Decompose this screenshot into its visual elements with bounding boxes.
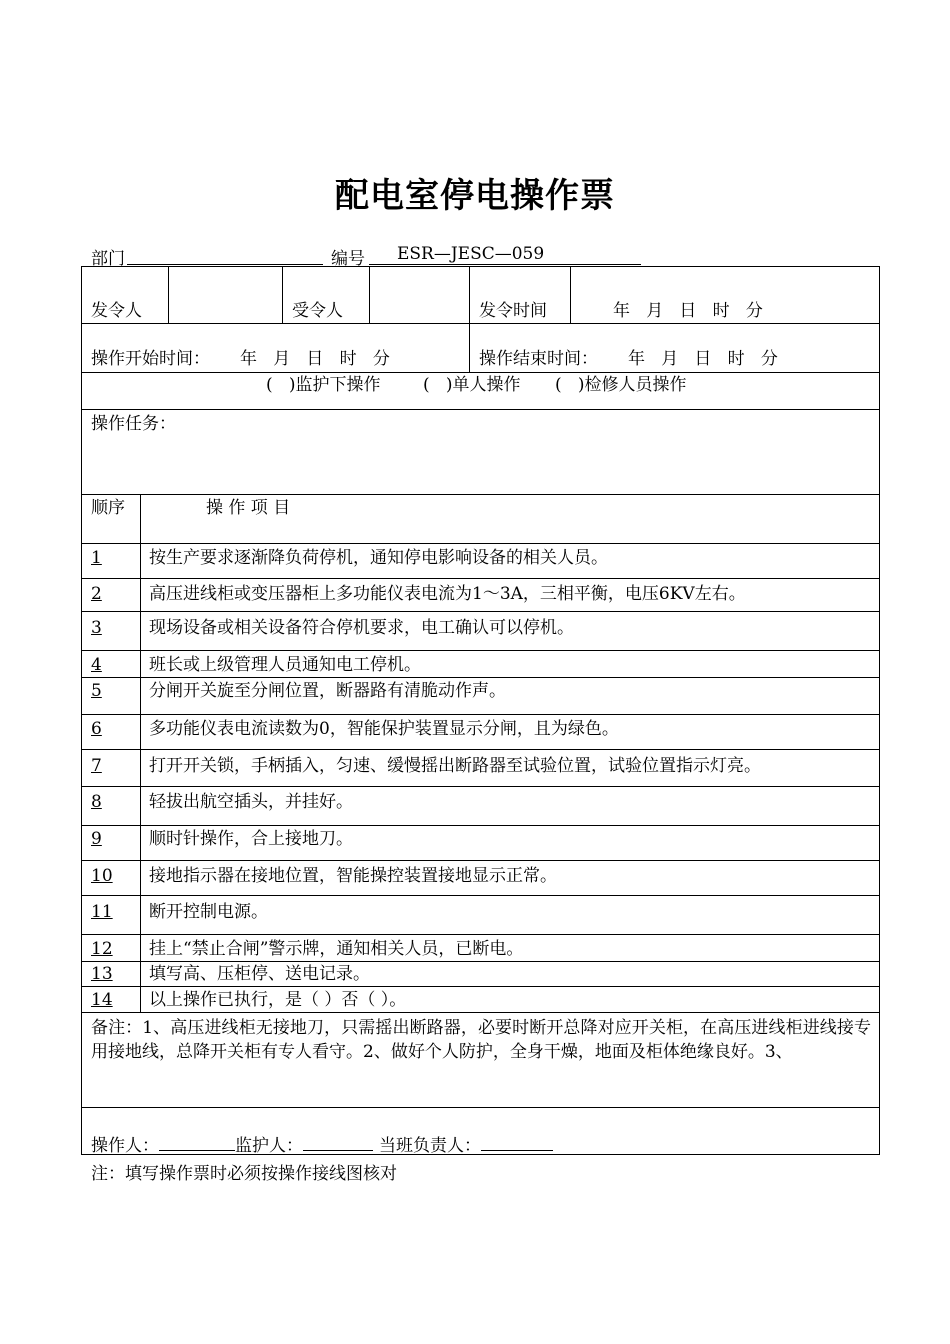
- step-text: 打开开关锁，手柄插入，匀速、缓慢摇出断路器至试验位置，试验位置指示灯亮。: [149, 756, 761, 776]
- row-divider: [81, 786, 880, 787]
- step-number: 3: [91, 618, 102, 638]
- step-number: 12: [91, 939, 113, 959]
- operator-field[interactable]: [159, 1134, 235, 1151]
- issue-time-units: 年 月 日 时 分: [613, 301, 763, 321]
- step-number: 7: [91, 756, 102, 776]
- row-divider: [81, 677, 880, 678]
- row-divider: [81, 372, 880, 373]
- item-header: 操 作 项 目: [206, 498, 291, 518]
- step-number: 14: [91, 990, 113, 1010]
- start-time-units: 年 月 日 时 分: [240, 349, 390, 369]
- number-label: 编号: [331, 249, 365, 269]
- row-divider: [81, 650, 880, 651]
- dept-field[interactable]: [127, 264, 323, 265]
- page-title: 配电室停电操作票: [335, 176, 615, 216]
- col-divider: [570, 266, 571, 323]
- step-text: 挂上“禁止合闸”警示牌，通知相关人员，已断电。: [149, 939, 524, 959]
- number-field: [369, 264, 641, 265]
- supervisor-label: 监护人：: [235, 1136, 303, 1156]
- step-text: 多功能仪表电流读数为0，智能保护装置显示分闸，且为绿色。: [149, 719, 619, 739]
- step-number: 4: [91, 655, 102, 675]
- row-divider: [81, 409, 880, 410]
- end-time-label: 操作结束时间：: [479, 349, 598, 369]
- shift-leader-field[interactable]: [481, 1134, 553, 1151]
- step-text: 轻拔出航空插头，并挂好。: [149, 792, 353, 812]
- supervisor-field[interactable]: [303, 1134, 373, 1151]
- receiver-label: 受令人: [292, 301, 343, 321]
- dept-label: 部门: [91, 249, 125, 269]
- row-divider: [81, 611, 880, 612]
- row-divider: [81, 1012, 880, 1013]
- step-number: 9: [91, 829, 102, 849]
- mode-supervised[interactable]: ( )监护下操作: [266, 375, 381, 395]
- step-text: 现场设备或相关设备符合停机要求，电工确认可以停机。: [149, 618, 574, 638]
- step-number: 6: [91, 719, 102, 739]
- step-number: 2: [91, 584, 102, 604]
- step-number: 10: [91, 866, 113, 886]
- step-text: 以上操作已执行，是（ ）否（ ）。: [149, 990, 407, 1010]
- step-text: 接地指示器在接地位置，智能操控装置接地显示正常。: [149, 866, 557, 886]
- step-number: 5: [91, 681, 102, 701]
- col-divider: [168, 266, 169, 323]
- row-divider: [81, 860, 880, 861]
- header-line: [91, 244, 881, 268]
- end-time-units: 年 月 日 时 分: [628, 349, 778, 369]
- step-number: 13: [91, 964, 113, 984]
- col-divider: [282, 266, 283, 323]
- step-text: 高压进线柜或变压器柜上多功能仪表电流为1～3A，三相平衡，电压6KV左右。: [149, 584, 746, 604]
- step-number: 11: [91, 902, 113, 922]
- row-divider: [81, 961, 880, 962]
- step-text: 班长或上级管理人员通知电工停机。: [149, 655, 421, 675]
- step-text: 顺时针操作，合上接地刀。: [149, 829, 353, 849]
- step-text: 填写高、压柜停、送电记录。: [149, 964, 370, 984]
- row-divider: [81, 825, 880, 826]
- task-label: 操作任务：: [91, 414, 176, 434]
- step-number: 1: [91, 548, 102, 568]
- col-divider: [140, 494, 141, 1012]
- step-number: 8: [91, 792, 102, 812]
- row-divider: [81, 895, 880, 896]
- row-divider: [81, 934, 880, 935]
- footnote: 注：填写操作票时必须按操作接线图核对: [91, 1164, 397, 1184]
- row-divider: [81, 578, 880, 579]
- operator-label: 操作人：: [91, 1136, 159, 1156]
- col-divider: [369, 266, 370, 323]
- row-divider: [81, 494, 880, 495]
- row-divider: [81, 1107, 880, 1108]
- step-text: 分闸开关旋至分闸位置，断器路有清脆动作声。: [149, 681, 506, 701]
- row-divider: [81, 714, 880, 715]
- shift-leader-label: 当班负责人：: [379, 1136, 481, 1156]
- remarks: 备注：1、高压进线柜无接地刀，只需摇出断路器，必要时断开总降对应开关柜，在高压进线柜进线接专用接地线，总降开关柜有专人看守。2、做好个人防护，全身干燥，地面及柜体绝缘良好。3、: [91, 1018, 871, 1062]
- number-value: ESR—JESC—059: [397, 244, 545, 264]
- row-divider: [81, 543, 880, 544]
- issuer-label: 发令人: [91, 301, 142, 321]
- row-divider: [81, 749, 880, 750]
- row-divider: [81, 986, 880, 987]
- order-header: 顺序: [91, 498, 125, 518]
- signature-row: [91, 1134, 553, 1156]
- row-divider: [81, 323, 880, 324]
- mode-single[interactable]: ( )单人操作: [423, 375, 521, 395]
- start-time-label: 操作开始时间：: [91, 349, 210, 369]
- mode-maintenance[interactable]: ( )检修人员操作: [555, 375, 687, 395]
- step-text: 按生产要求逐渐降负荷停机，通知停电影响设备的相关人员。: [149, 548, 608, 568]
- step-text: 断开控制电源。: [149, 902, 268, 922]
- issue-time-label: 发令时间: [479, 301, 547, 321]
- col-divider: [469, 266, 470, 373]
